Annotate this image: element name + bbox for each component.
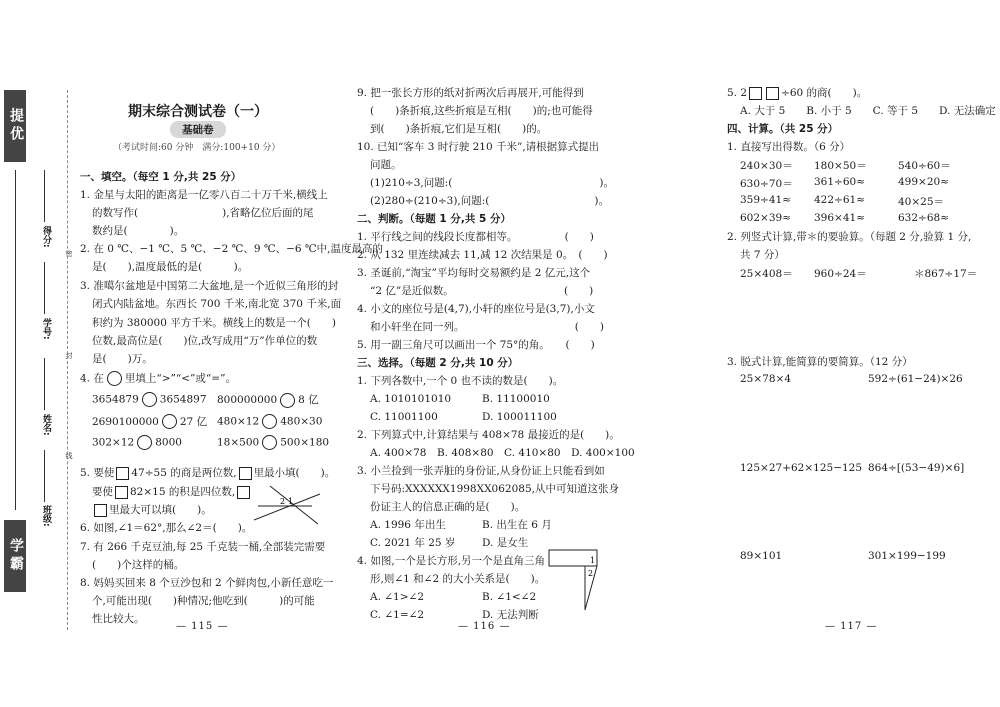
choice-1-c: C. 11001100	[370, 411, 438, 423]
answer-square[interactable]	[116, 467, 129, 480]
compare-item: 3654879 3654897	[92, 393, 207, 406]
oral-item: 540÷60＝	[898, 160, 951, 172]
page1-subtitle-badge: 基础卷	[170, 121, 226, 138]
choice-3-a: A. 1996 年出生	[370, 519, 446, 531]
q7-line1: 7. 有 266 千克豆油,每 25 千克装一桶,全部装完需要	[80, 541, 326, 553]
answer-square[interactable]	[115, 486, 128, 499]
oral-item: 40×25＝	[898, 196, 945, 208]
binding-deco-bottom: 学霸	[4, 520, 26, 592]
compare-item: 18×500 500×180	[217, 436, 330, 449]
judge-4b: 和小轩坐在同一列。 ( )	[370, 321, 604, 333]
compare-item: 2690100000 27 亿	[92, 415, 208, 428]
choice-1: 1. 下列各数中,一个 0 也不读的数是( )。	[357, 375, 564, 387]
q1-line2: 的数写作( ),省略亿位后面的尾	[92, 207, 314, 219]
angle-label: 1	[288, 497, 294, 506]
choice-4a: 4. 如图,一个是长方形,另一个是直角三角	[357, 555, 546, 567]
q4-suffix: 里填上“>”“<”或“=”。	[124, 372, 236, 385]
oral-item: 359÷41≈	[740, 194, 791, 206]
answer-square[interactable]	[766, 87, 779, 100]
q3-line2: 闭式内陆盆地。东西长 700 千米,南北宽 370 千米,面	[92, 298, 342, 310]
compare-item: 480×12 480×30	[217, 415, 323, 427]
step-calc-row3	[740, 550, 978, 562]
binding-deco-top: 提优	[4, 90, 26, 162]
oral-item: 422÷61≈	[814, 194, 865, 206]
choice-2-opts: A. 400×78 B. 408×80 C. 410×80 D. 400×100	[370, 447, 635, 459]
vertical-calc-row	[740, 266, 994, 281]
step-item: 89×101	[740, 550, 783, 562]
oral-item: 396×41≈	[814, 212, 865, 224]
q10-part2: (2)280÷(210÷3),问题:( )。	[370, 195, 609, 207]
angle-line-1	[254, 494, 320, 520]
angle-line-2	[270, 486, 318, 524]
calc-sub2a: 2. 列竖式计算,带＊的要验算。（每题 2 分,验算 1 分,	[727, 231, 972, 243]
seal-dashed-line	[67, 90, 68, 630]
answer-circle[interactable]	[262, 414, 277, 429]
judge-4a: 4. 小文的座位号是(4,7),小轩的座位号是(3,7),小文	[357, 303, 595, 315]
choice-3-c: C. 2021 年 25 岁	[370, 537, 456, 549]
q4-prefix: 4. 在	[80, 372, 104, 385]
choice-3b: 下号码:XXXXXX1998XX062085,从中可知道这张身	[370, 483, 619, 495]
oral-item: 632÷68≈	[898, 212, 949, 224]
choice-3-b: B. 出生在 6 月	[482, 519, 552, 531]
vertical-item: 960÷24＝	[814, 268, 867, 280]
page-number-115: — 115 —	[176, 621, 229, 632]
oral-item: 180×50＝	[814, 160, 867, 172]
q9-line3: 到( )条折痕,它们是互相( )的。	[370, 123, 548, 135]
oral-item: 361÷60≈	[814, 176, 865, 188]
choice-3a: 3. 小兰捡到一张弄脏的身份证,从身份证上只能看到如	[357, 465, 605, 477]
calc-sub2b: 共 7 分）	[740, 249, 785, 261]
class-field[interactable]	[44, 450, 45, 502]
oral-calc-grid	[740, 158, 978, 224]
q5-options: A. 大于 5 B. 小于 5 C. 等于 5 D. 无法确定	[740, 105, 996, 117]
choice-4-b: B. ∠1<∠2	[482, 591, 537, 603]
q3-line3: 积约为 380000 平方千米。横线上的数是一个( )	[92, 317, 336, 329]
choice-1-b: B. 11100010	[482, 393, 550, 405]
q2-line2: 是( ),温度最低的是( )。	[92, 261, 249, 273]
q8-line3: 性比较大。	[92, 613, 145, 625]
q3-line1: 3. 准噶尔盆地是中国第二大盆地,是一个近似三角形的封	[80, 280, 339, 292]
q10-line2: 问题。	[370, 159, 402, 171]
angle-label: 2	[280, 497, 286, 506]
q6-line: 6. 如图,∠1＝62°,那么∠2＝( )。	[80, 522, 253, 534]
answer-circle[interactable]	[262, 435, 277, 450]
q5-line3: 里最大可以填( )。	[92, 503, 212, 517]
judge-3a: 3. 圣诞前,“淘宝”平均每时交易额约是 2 亿元,这个	[357, 267, 591, 279]
section-choice-heading: 三、选择。（每题 2 分,共 10 分）	[357, 357, 519, 369]
compare-item: 800000000 8 亿	[217, 394, 319, 406]
figure-label: 1	[590, 556, 596, 565]
oral-item: 630÷70＝	[740, 178, 793, 190]
q1-line3: 数约是( )。	[92, 225, 185, 237]
score-field[interactable]	[44, 170, 45, 222]
choice-4b: 形,则∠1 和∠2 的大小关系是( )。	[370, 573, 546, 585]
choice-4-d: D. 无法判断	[482, 609, 539, 621]
name-label: 姓名:	[41, 414, 51, 436]
step-calc-row1	[740, 373, 978, 385]
angle-figure	[252, 480, 322, 530]
seal-mark-2: 封	[65, 352, 73, 359]
step-calc-row2	[740, 462, 978, 474]
choice-3c: 份证主人的信息正确的是( )。	[370, 501, 526, 513]
step-item: 864÷[(53−49)×6]	[868, 462, 965, 474]
q3-line5: 是( )万。	[92, 353, 153, 365]
compare-item: 302×12 8000	[92, 436, 182, 449]
section-calc-heading: 四、计算。（共 25 分）	[727, 123, 839, 135]
vertical-item: 25×408＝	[740, 268, 793, 280]
answer-square[interactable]	[237, 486, 250, 499]
rectangle-triangle-figure	[545, 546, 601, 614]
step-item: 125×27+62×125−125	[740, 462, 863, 474]
compare-circle-icon	[107, 371, 122, 386]
class-label: 班级:	[41, 505, 51, 527]
q3-line4: 位数,最高位是( )位,改写成用“万”作单位的数	[92, 335, 318, 347]
q2-line1: 2. 在 0 ℃、−1 ℃、5 ℃、−2 ℃、9 ℃、−6 ℃中,温度最高的	[80, 243, 384, 255]
answer-square[interactable]	[749, 87, 762, 100]
q9-line1: 9. 把一张长方形的纸对折两次后再展开,可能得到	[357, 87, 584, 99]
step-item: 301×199−199	[868, 550, 946, 562]
oral-item: 499×20≈	[898, 176, 949, 188]
compare-grid	[92, 392, 342, 450]
q9-line2: ( )条折痕,这些折痕是互相( )的;也可能得	[370, 105, 593, 117]
choice-4-c: C. ∠1=∠2	[370, 609, 425, 621]
answer-square[interactable]	[94, 504, 107, 517]
q5-line1: 5. 要使 47÷55 的商是两位数, 里最小填( )。	[80, 467, 336, 479]
q1-line1: 1. 金星与太阳的距离是一亿零八百二十万千米,横线上	[80, 189, 328, 201]
vertical-item: ＊867÷17＝	[914, 268, 978, 280]
figure-label: 2	[588, 569, 594, 578]
answer-circle[interactable]	[162, 414, 177, 429]
section-fill-heading: 一、填空。（每空 1 分,共 25 分）	[80, 171, 242, 183]
q5-quotient: 5. 2 ÷60 的商( )。	[727, 87, 868, 99]
answer-square[interactable]	[239, 467, 252, 480]
page-number-116: — 116 —	[458, 621, 511, 632]
answer-circle[interactable]	[142, 392, 157, 407]
section-judge-heading: 二、判断。（每题 1 分,共 5 分）	[357, 213, 511, 225]
answer-circle[interactable]	[280, 393, 295, 408]
step-item: 592÷(61−24)×26	[868, 373, 963, 385]
q4-line	[80, 371, 236, 386]
calc-sub1: 1. 直接写出得数。（6 分）	[727, 141, 851, 153]
page1-title: 期末综合测试卷（一）	[128, 104, 268, 120]
binding-divider	[15, 170, 16, 510]
seal-mark-3: 线	[65, 452, 73, 459]
number-field[interactable]	[44, 262, 45, 314]
answer-circle[interactable]	[137, 435, 152, 450]
number-label: 学号:	[41, 318, 51, 340]
exam-info: （考试时间:60 分钟 满分:100+10 分）	[113, 143, 281, 153]
q8-line1: 8. 妈妈买回来 8 个豆沙包和 2 个鲜肉包,小新任意吃一	[80, 577, 334, 589]
choice-4-a: A. ∠1>∠2	[370, 591, 425, 603]
oral-item: 602×39≈	[740, 212, 791, 224]
q5-line2: 要使 82×15 的积是四位数,	[92, 485, 252, 499]
calc-sub3: 3. 脱式计算,能简算的要简算。（12 分）	[727, 356, 913, 368]
name-field[interactable]	[44, 358, 45, 410]
step-item: 25×78×4	[740, 373, 791, 385]
choice-2: 2. 下列算式中,计算结果与 408×78 最接近的是( )。	[357, 429, 620, 441]
seal-mark-1: 密	[65, 250, 73, 257]
judge-5: 5. 用一副三角尺可以画出一个 75°的角。 ( )	[357, 339, 595, 351]
choice-3-d: D. 是女生	[482, 537, 529, 549]
judge-1: 1. 平行线之间的线段长度都相等。 ( )	[357, 231, 594, 243]
judge-3b: “2 亿”是近似数。 ( )	[370, 285, 594, 297]
choice-1-d: D. 100011100	[482, 411, 557, 423]
oral-item: 240×30＝	[740, 160, 793, 172]
q7-line2: ( )个这样的桶。	[92, 559, 185, 571]
q10-line1: 10. 已知“客车 3 时行驶 210 千米”,请根据算式提出	[357, 141, 600, 153]
choice-1-a: A. 1010101010	[370, 393, 452, 405]
page-number-117: — 117 —	[825, 621, 878, 632]
judge-2: 2. 从 132 里连续减去 11,减 12 次结果是 0。 ( )	[357, 249, 608, 261]
q10-part1: (1)210÷3,问题:( )。	[370, 177, 614, 189]
score-label: 得分:	[41, 226, 51, 248]
q8-line2: 个,可能出现( )种情况;他吃到( )的可能	[92, 595, 315, 607]
